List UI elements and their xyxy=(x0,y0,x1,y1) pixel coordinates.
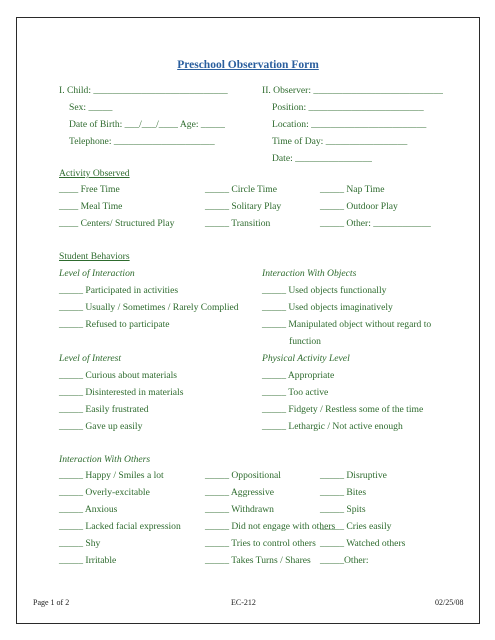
activity-option: _____ Solitary Play xyxy=(205,201,282,212)
others-option: _____ Anxious xyxy=(59,504,118,515)
others-option: _____ Did not engage with others xyxy=(205,521,336,532)
behavior-option: _____ Refused to participate xyxy=(59,319,170,330)
behavior-option: _____ Used objects imaginatively xyxy=(262,302,393,313)
activity-option: ____ Meal Time xyxy=(59,201,123,212)
others-option: _____ Tries to control others xyxy=(205,538,316,549)
sex-field: Sex: _____ xyxy=(69,102,113,113)
level-of-interest-label: Level of Interest xyxy=(59,353,121,364)
behavior-option: _____ Participated in activities xyxy=(59,285,179,296)
others-option: _____ Overly-excitable xyxy=(59,487,150,498)
location-field: Location: ________________________ xyxy=(272,119,427,130)
behavior-option: _____ Lethargic / Not active enough xyxy=(262,421,403,432)
behavior-option: _____ Disinterested in materials xyxy=(59,387,184,398)
behavior-option: _____ Curious about materials xyxy=(59,370,178,381)
others-option: _____ Shy xyxy=(59,538,101,549)
behavior-option: _____ Fidgety / Restless some of the time xyxy=(262,404,424,415)
telephone-field: Telephone: _____________________ xyxy=(69,136,215,147)
child-field: I. Child: ____________________________ xyxy=(59,85,228,96)
behavior-option: _____ Manipulated object without regard to xyxy=(262,319,432,330)
activity-option: _____ Nap Time xyxy=(320,184,385,195)
activity-option: _____ Outdoor Play xyxy=(320,201,398,212)
form-date: 02/25/08 xyxy=(435,598,464,607)
activity-option: _____ Other: ____________ xyxy=(320,218,431,229)
behavior-option-continued: function xyxy=(289,336,321,347)
others-option: _____ Lacked facial expression xyxy=(59,521,181,532)
activity-option: _____ Transition xyxy=(205,218,271,229)
position-field: Position: ________________________ xyxy=(272,102,424,113)
activity-heading: Activity Observed xyxy=(59,168,130,179)
others-option: _____ Spits xyxy=(320,504,366,515)
behaviors-heading: Student Behaviors xyxy=(59,251,130,262)
dob-age-field: Date of Birth: ___/___/____ Age: _____ xyxy=(69,119,225,130)
interaction-with-others-label: Interaction With Others xyxy=(59,454,151,465)
behavior-option: _____ Gave up easily xyxy=(59,421,143,432)
page-number: Page 1 of 2 xyxy=(33,598,70,607)
physical-activity-label: Physical Activity Level xyxy=(262,353,350,364)
form-page xyxy=(16,17,480,624)
interaction-with-objects-label: Interaction With Objects xyxy=(262,268,357,279)
observer-field: II. Observer: ___________________________ xyxy=(262,85,443,96)
others-option: _____ Watched others xyxy=(320,538,406,549)
others-option: _____ Oppositional xyxy=(205,470,281,481)
behavior-option: _____ Easily frustrated xyxy=(59,404,149,415)
activity-option: ____ Free Time xyxy=(59,184,120,195)
others-option: _____ Cries easily xyxy=(320,521,392,532)
level-of-interaction-label: Level of Interaction xyxy=(59,268,135,279)
form-title: Preschool Observation Form xyxy=(177,59,319,71)
behavior-option: _____ Appropriate xyxy=(262,370,335,381)
time-of-day-field: Time of Day: _________________ xyxy=(272,136,408,147)
others-option: _____ Takes Turns / Shares xyxy=(205,555,311,566)
date-field: Date: ________________ xyxy=(272,153,372,164)
others-option: _____ Withdrawn xyxy=(205,504,274,515)
behavior-option: _____ Usually / Sometimes / Rarely Complied xyxy=(59,302,239,313)
others-option: _____Other: xyxy=(320,555,369,566)
others-option: _____ Disruptive xyxy=(320,470,387,481)
others-option: _____ Bites xyxy=(320,487,367,498)
others-option: _____ Irritable xyxy=(59,555,117,566)
behavior-option: _____ Too active xyxy=(262,387,329,398)
activity-option: ____ Centers/ Structured Play xyxy=(59,218,175,229)
others-option: _____ Happy / Smiles a lot xyxy=(59,470,164,481)
activity-option: _____ Circle Time xyxy=(205,184,277,195)
behavior-option: _____ Used objects functionally xyxy=(262,285,387,296)
form-code: EC-212 xyxy=(231,598,256,607)
others-option: _____ Aggressive xyxy=(205,487,275,498)
